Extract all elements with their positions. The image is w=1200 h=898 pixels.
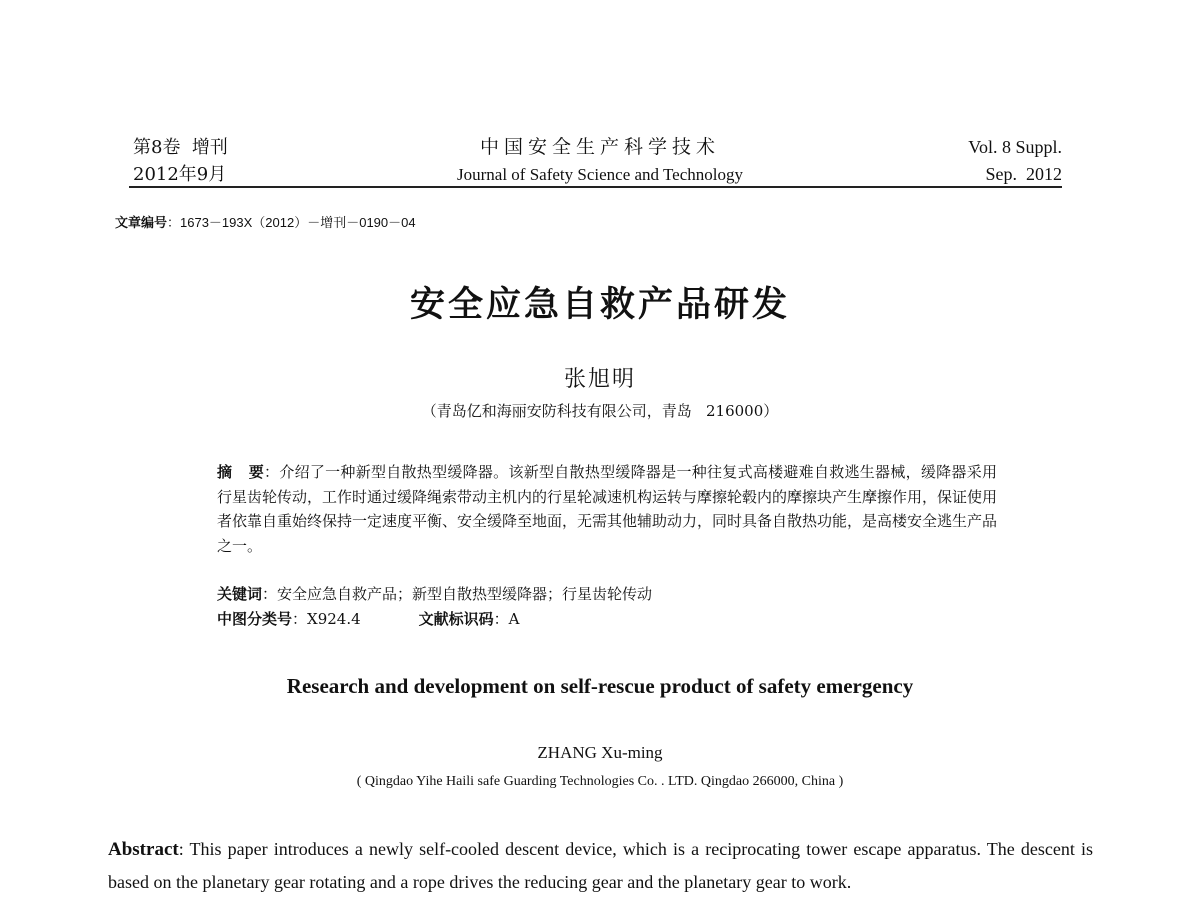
abstract-cn [217,460,997,558]
keywords-cn-text: ：安全应急自救产品；新型自散热型缓降器；行星齿轮传动 [262,585,653,603]
header-rule [129,186,1062,188]
volume-cn: 第8卷 增刊 [133,137,228,158]
affiliation-en: ( Qingdao Yihe Haili safe Guarding Technologies Co. . LTD. Qingdao 266000, China ) [356,774,844,789]
volume-en: Vol. 8 Suppl. [968,137,1062,157]
doc-code-label: 文献标识码 [418,610,494,628]
keywords-cn-label: 关键词 [217,585,263,603]
keywords-cn [217,582,997,607]
clc-value: ：X924.4 [292,610,361,628]
clc-label: 中图分类号 [217,610,293,628]
abstract-en [108,833,1093,898]
article-number-label: 文章编号 [115,215,168,230]
journal-title-en: Journal of Safety Science and Technology [457,165,743,184]
author-cn: 张旭明 [563,367,636,392]
author-en: ZHANG Xu-ming [537,743,663,762]
paper-title-en: Research and development on self-rescue product of safety emergency [286,674,914,698]
date-en: Sep. 2012 [985,164,1062,184]
abstract-cn-text: ：介绍了一种新型自散热型缓降器。该新型自散热型缓降器是一种往复式高楼避难自救逃生器械，缓降器采用行星齿轮传动，工作时通过缓降绳索带动主机内的行星轮减速机构运转与摩擦轮毂内的摩擦块产生摩擦作用，保证使用者依靠自重始终保持一定速度平衡、安全缓降至地面，无需其他辅助动力，同时具备自散热功能，是高楼安全逃生产品之一。 [217,463,998,555]
abstract-en-text: : This paper introduces a newly self-cooled descent device, which is a reciprocating tower escape apparatus. The descent is based on the planetary gear rotating and a rope drives the reducing gear and the planetary gear to work. [108,839,1093,892]
abstract-en-label: Abstract [108,839,179,860]
affiliation-cn: （青岛亿和海丽安防科技有限公司，青岛 216000） [421,402,779,420]
paper-title-cn: 安全应急自救产品研发 [409,285,790,325]
abstract-cn-label: 摘 要 [217,463,265,481]
header-right [968,134,1062,188]
article-number-value: ：1673－193X（2012）－增刊－0190－04 [167,215,416,230]
journal-title-cn: 中国安全生产科学技术 [479,136,720,158]
classification-line [217,607,997,632]
article-number [115,212,416,231]
doc-code-value: ：A [493,610,520,628]
date-cn: 2012年9月 [133,164,227,185]
